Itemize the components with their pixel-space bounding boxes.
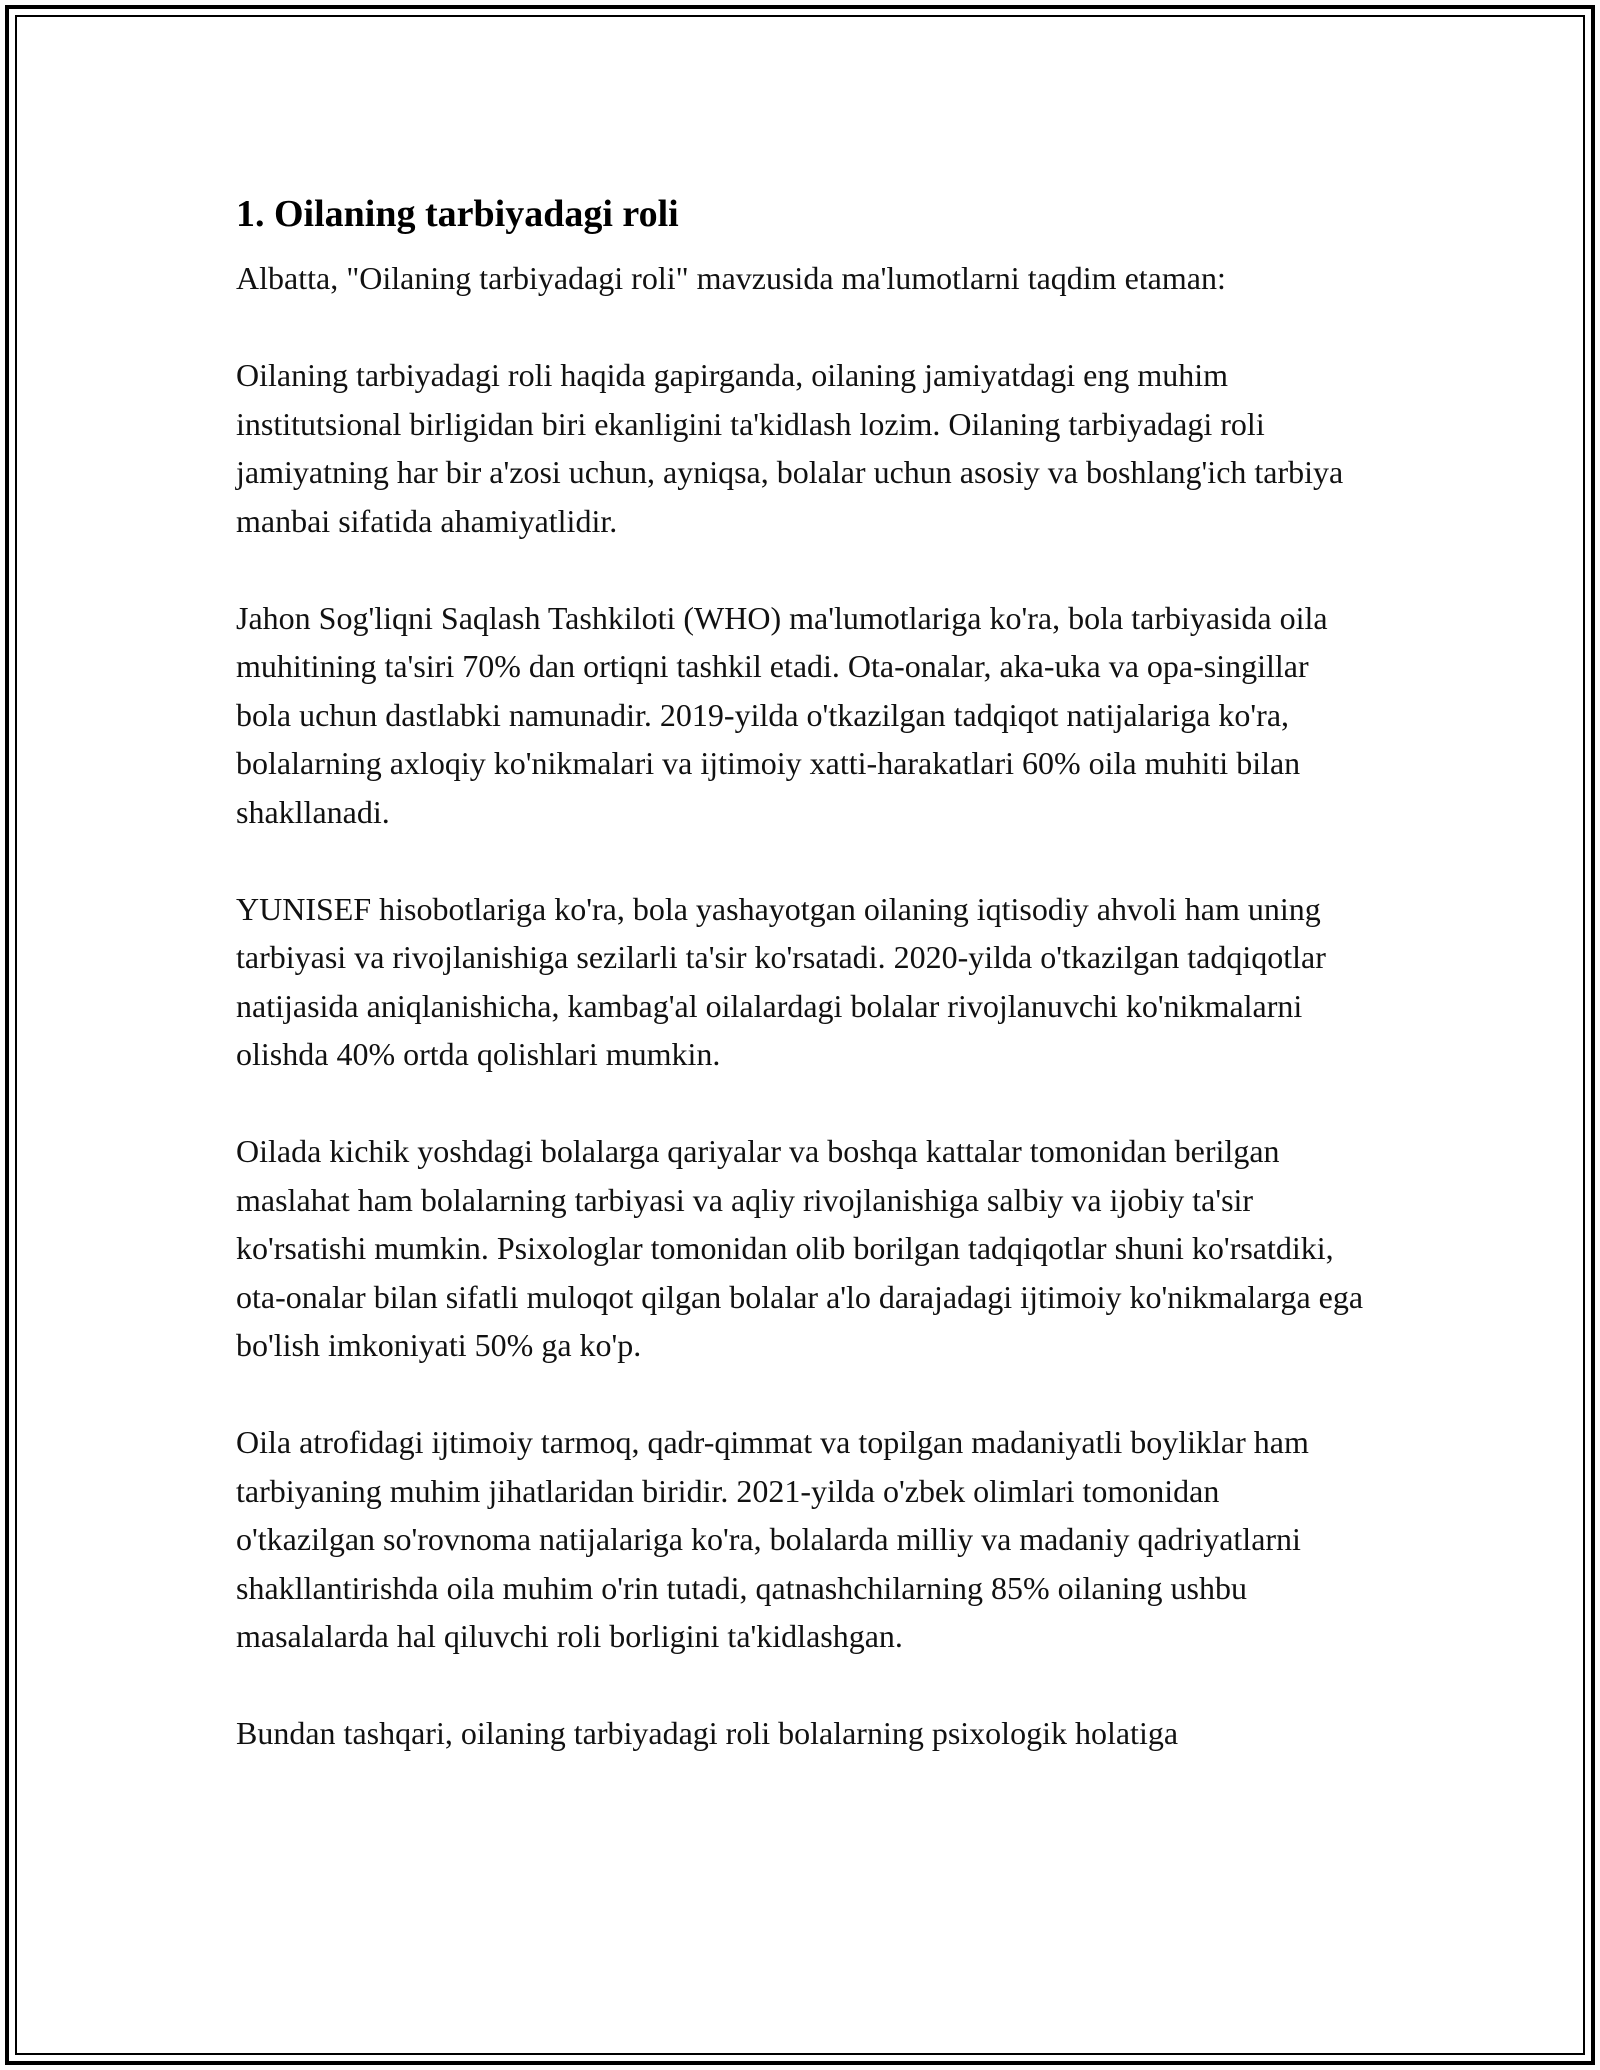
document-body bbox=[236, 186, 1364, 1758]
paragraph-intro: Albatta, "Oilaning tarbiyadagi roli" mavzusida ma'lumotlarni taqdim etaman: bbox=[236, 260, 1226, 296]
paragraph-6: Bundan tashqari, oilaning tarbiyadagi roli bolalarning psixologik holatiga bbox=[236, 1715, 1179, 1751]
paragraph-2: Jahon Sog'liqni Saqlash Tashkiloti (WHO) ma'lumotlariga ko'ra, bola tarbiyasida oila muhitining ta'siri 70% dan ortiqni tashkil etadi. Ota-onalar, aka-uka va opa-singillar bola uchun dastlabki namunadir. 2019-yilda o'tkazilgan tadqiqot natijalariga ko'ra, bolalarning axloqiy ko'nikmalari va ijtimoiy xatti-harakatlari 60% oila muhiti bilan shakllanadi. bbox=[236, 599, 1328, 830]
paragraph-5: Oila atrofidagi ijtimoiy tarmoq, qadr-qimmat va topilgan madaniyatli boyliklar ham tarbiyaning muhim jihatlaridan biridir. 2021-yilda o'zbek olimlari tomonidan o'tkazilgan so'rovnoma natijalariga ko'ra, bolalarda milliy va madaniy qadriyatlarni shakllantirishda oila muhim o'rin tutadi, qatnashchilarning 85% oilaning ushbu masalalarda hal qiluvchi roli borligini ta'kidlashgan. bbox=[236, 1424, 1309, 1654]
paragraph-3: YUNISEF hisobotlariga ko'ra, bola yashayotgan oilaning iqtisodiy ahvoli ham uning tarbiyasi va rivojlanishiga sezilarli ta'sir ko'rsatadi. 2020-yilda o'tkazilgan tadqiqotlar natijasida aniqlanishicha, kambag'al oilalardagi bolalar rivojlanuvchi ko'nikmalarni olishda 40% ortda qolishlari mumkin. bbox=[236, 890, 1326, 1072]
document-title: 1. Oilaning tarbiyadagi roli bbox=[236, 193, 679, 235]
paragraph-4: Oilada kichik yoshdagi bolalarga qariyalar va boshqa kattalar tomonidan berilgan maslahat ham bolalarning tarbiyasi va aqliy rivojlanishiga salbiy va ijobiy ta'sir ko'rsatishi mumkin. Psixologlar tomonidan olib borilgan tadqiqotlar shuni ko'rsatdiki, ota-onalar bilan sifatli muloqot qilgan bolalar a'lo darajadagi ijtimoiy ko'nikmalarga ega bo'lish imkoniyati 50% ga ko'p. bbox=[236, 1133, 1364, 1363]
paragraph-1: Oilaning tarbiyadagi roli haqida gapirganda, oilaning jamiyatdagi eng muhim institutsional birligidan biri ekanligini ta'kidlash lozim. Oilaning tarbiyadagi roli jamiyatning har bir a'zosi uchun, ayniqsa, bolalar uchun asosiy va boshlang'ich tarbiya manbai sifatida ahamiyatlidir. bbox=[236, 357, 1344, 539]
